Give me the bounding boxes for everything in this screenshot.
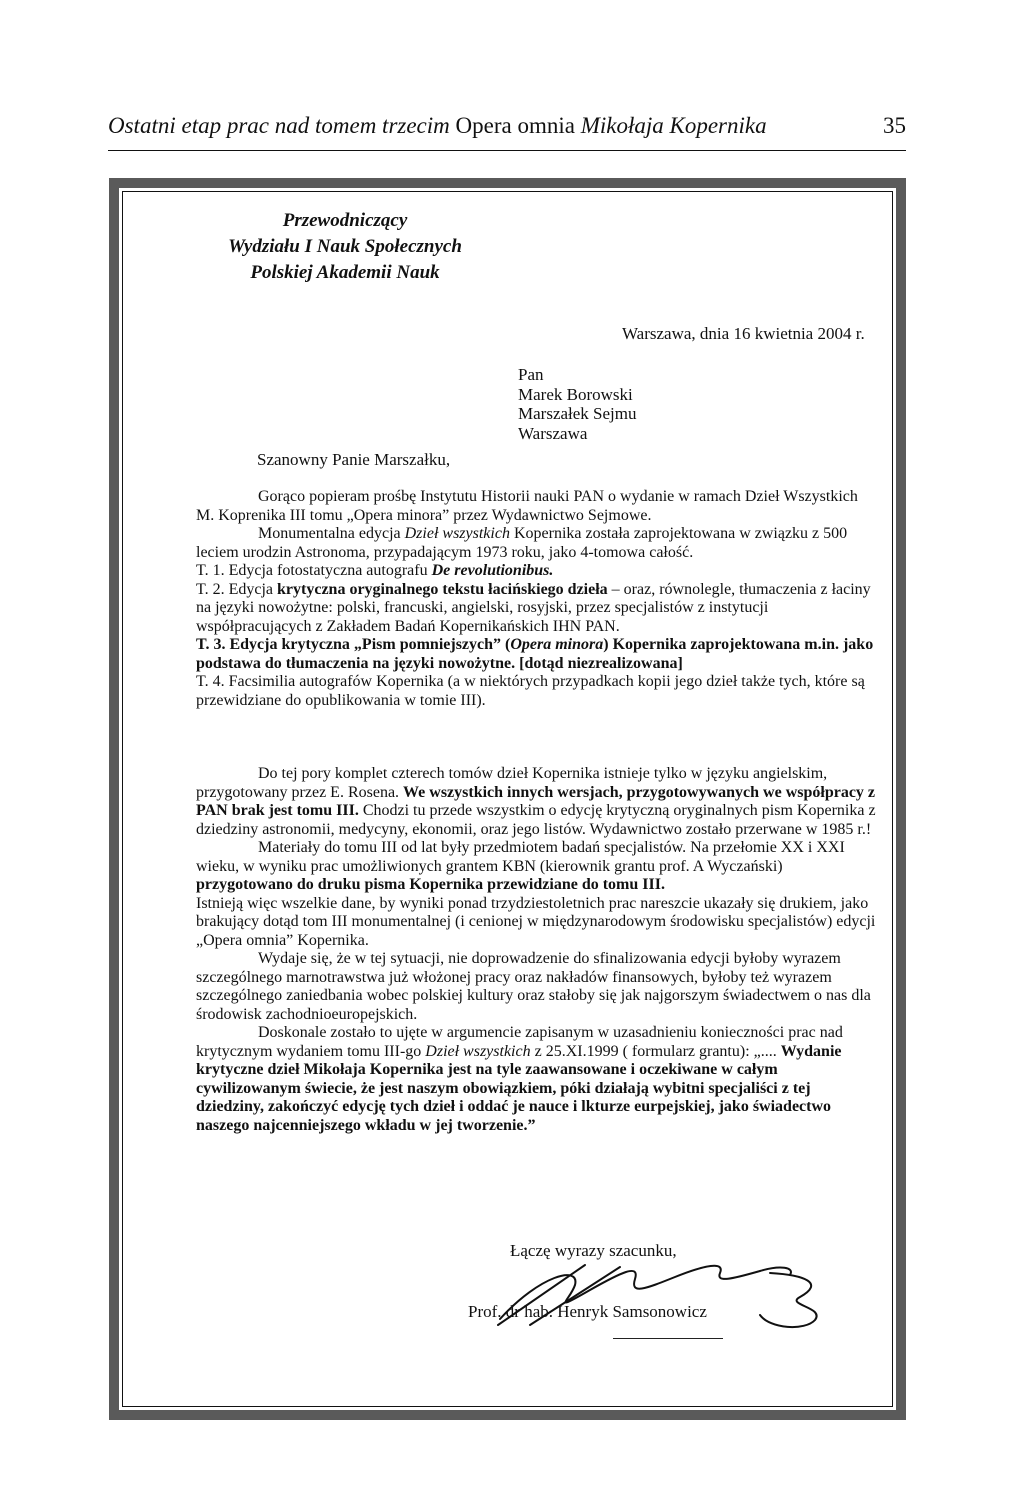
closing-phrase: Łączę wyrazy szacunku, [510,1241,677,1260]
signature-line [613,1338,723,1339]
letterhead-line: Przewodniczący [282,210,408,231]
letter-body-section-1 [196,488,876,710]
running-head-title-roman: Opera omnia [455,113,575,138]
volume-item: T. 3. Edycja krytyczna „Pism pomniejszych” (Opera minora) Kopernika zaprojektowana m.in. jako podstawa do tłumaczenia na języki nowożytne. [dotąd niezrealizowana] [196,636,874,672]
addressee-block [518,365,637,443]
page-number: 35 [883,113,906,138]
paragraph: Do tej pory komplet czterech tomów dzieł Kopernika istnieje tylko w języku angielskim, przygotowany przez E. Rosena. We wszystkich innych wersjach, przygotowywanych we współpracy z PAN brak jest tomu III. Chodzi tu przede wszystkim o edycję krytyczną oryginalnych pism Kopernika z dziedziny astronomii, medycyny, ekonomii, oraz jego listów. Wydawnictwo zostało przerwane w 1985 r.! [196,765,876,838]
addressee-line: Marek Borowski [518,384,633,404]
running-head [108,112,906,140]
handwritten-signature [470,1255,840,1335]
addressee-line: Pan [518,365,544,384]
header-rule [108,150,906,151]
letterhead-line: Polskiej Akademii Nauk [250,262,440,283]
paragraph: Gorąco popieram prośbę Instytutu Historii nauki PAN o wydanie w ramach Dzieł Wszystkich M. Koprenika III tomu „Opera minora” przez Wydawnictwo Sejmowe. [196,488,858,524]
volume-item: T. 4. Facsimilia autografów Kopernika (a w niektórych przypadkach kopii jego dzieł także tych, które są przewidziane do opublikowania w tomie III). [196,673,865,709]
paragraph: Monumentalna edycja Dzieł wszystkich Kopernika została zaprojektowana w związku z 500 leciem urodzin Astronoma, przypadającym 1973 roku, jako 4-tomowa całość. [196,525,848,561]
volume-item: T. 1. Edycja fotostatyczna autografu De revolutionibus. [196,562,554,579]
addressee-line: Warszawa [518,423,588,443]
paragraph: Materiały do tomu III od lat były przedmiotem badań specjalistów. Na przełomie XX i XXI wieku, w wyniku prac umożliwionych grantem KBN (kierownik grantu prof. A Wyczański) przygotowano do druku pisma Kopernika przewidziane do tomu III. [196,839,845,893]
letterhead-line: Wydziału I Nauk Społecznych [228,236,462,257]
letter-body-section-2 [196,765,876,1135]
volume-item: T. 2. Edycja krytyczna oryginalnego tekstu łacińskiego dzieła – oraz, równolegle, tłumaczenia z łaciny na języki nowożytne: polski, francuski, angielski, rosyjski, przez specjalistów z instytucji współpracujących z Zakładem Badań Kopernikańskich IHN PAN. [196,580,871,635]
paragraph: Doskonale zostało to ujęte w argumencie zapisanym w uzasadnieniu konieczności prac nad krytycznym wydaniem tomu III-go Dzieł wszystkich z 25.XI.1999 ( formularz grantu): „.... Wydanie krytyczne dzieł Mikołaja Kopernika jest na tyle zaawansowane i oczekiwane w całym cywilizowanym świecie, że jest naszym obowiązkiem, póki działają wybitni specjaliści z tej dziedziny, zakończyć edycję tych dzieł i oddać je nauce i lkturze eurpejskiej, jako świadectwo naszego najcenniejszego wkładu w jej tworzenie.” [196,1024,843,1134]
paragraph: Istnieją więc wszelkie dane, by wyniki ponad trzydziestoletnich prac nareszcie ukazały się drukiem, jako brakujący dotąd tom III monumentalnej (i cenionej w międzynarodowym środowisku specjalistów) edycji „Opera omnia” Kopernika. [196,894,876,949]
addressee-line: Marszałek Sejmu [518,404,637,423]
running-head-title-italic: Ostatni etap prac nad tomem trzecim [108,113,450,138]
letter-date: Warszawa, dnia 16 kwietnia 2004 r. [622,324,865,343]
signer-name: Prof. dr hab. Henryk Samsonowicz [468,1302,707,1321]
paragraph: Wydaje się, że w tej sytuacji, nie doprowadzenie do sfinalizowania edycji byłoby wyrazem szczególnego marnotrawstwa już włożonej pracy oraz nakładów finansowych, byłoby też wyrazem szczególnego zaniedbania wobec polskiej kultury oraz stałoby się jak najgorszym świadectwem o nas dla środowisk zachodnioeuropejskich. [196,950,871,1023]
greeting: Szanowny Panie Marszałku, [257,450,451,469]
letterhead [195,208,495,286]
running-head-title-italic-2: Mikołaja Kopernika [580,113,767,138]
